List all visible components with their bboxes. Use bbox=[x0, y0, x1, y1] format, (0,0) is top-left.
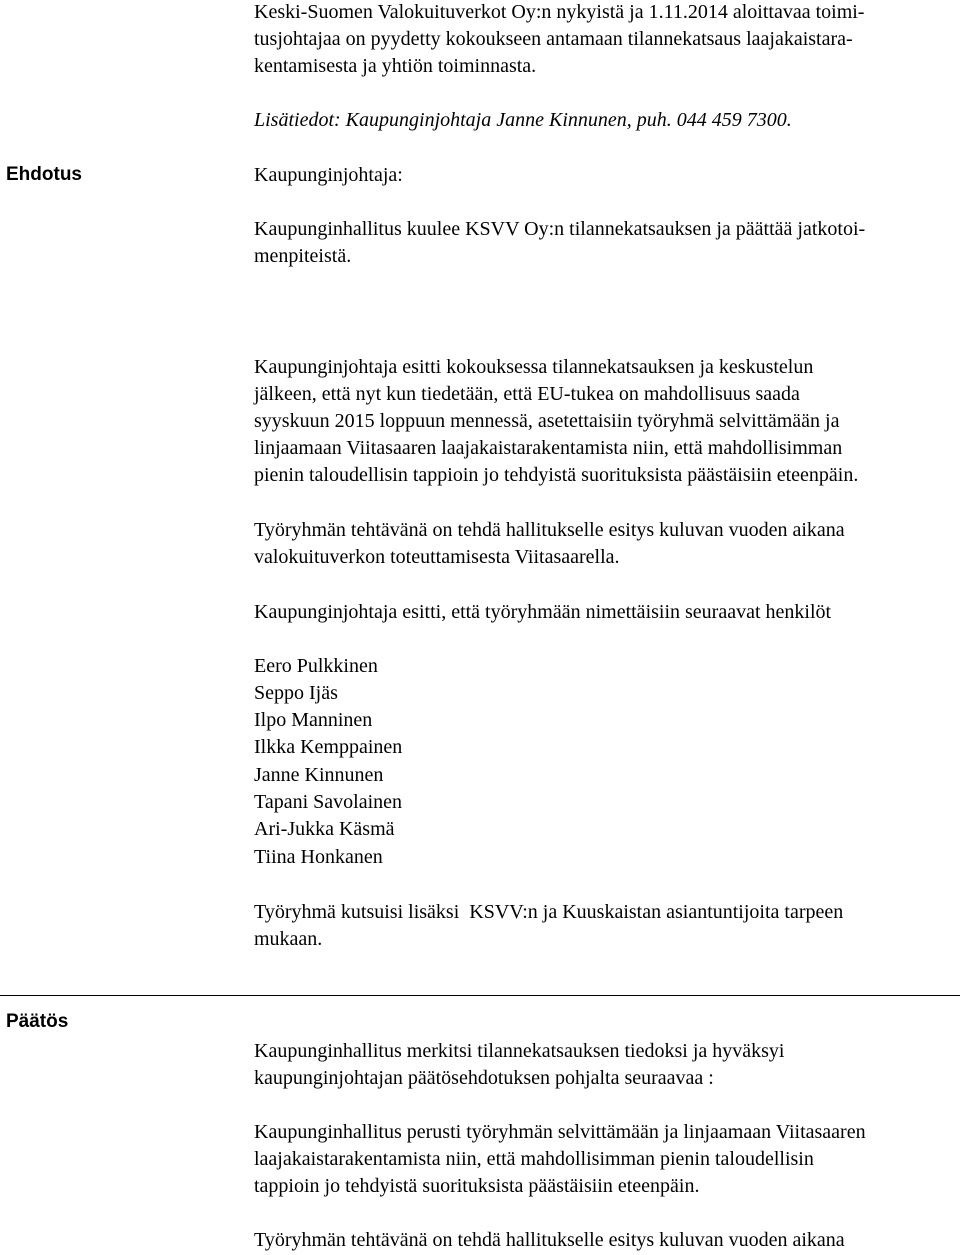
task-line: Työryhmän tehtävänä on tehdä hallitukselle esitys kuluvan vuoden aikana bbox=[254, 519, 845, 541]
decision-line: tappioin jo tehdyistä suorituksista päästäisiin eteenpäin. bbox=[254, 1175, 700, 1197]
decision-line: kaupunginjohtajan päätösehdotuksen pohjalta seuraavaa : bbox=[254, 1067, 714, 1089]
proposal-line: Kaupunginhallitus kuulee KSVV Oy:n tilannekatsauksen ja päättää jatkotoi- bbox=[254, 218, 866, 240]
experts-line: mukaan. bbox=[254, 928, 323, 950]
intro-line: Keski-Suomen Valokuituverkot Oy:n nykyistä ja 1.11.2014 aloittavaa toimi- bbox=[254, 1, 865, 23]
experts-line: Työryhmä kutsuisi lisäksi KSVV:n ja Kuuskaistan asiantuntijoita tarpeen bbox=[254, 901, 844, 923]
member-name: Ari-Jukka Käsmä bbox=[254, 818, 395, 840]
decision-line: Kaupunginhallitus perusti työryhmän selvittämään ja linjaamaan Viitasaaren bbox=[254, 1121, 866, 1143]
contact-info: Lisätiedot: Kaupunginjohtaja Janne Kinnunen, puh. 044 459 7300. bbox=[254, 109, 792, 131]
proposer-heading: Kaupunginjohtaja: bbox=[254, 164, 403, 186]
discussion-line: syyskuun 2015 loppuun mennessä, asetettaisiin työryhmä selvittämään ja bbox=[254, 410, 840, 432]
section-label-paatos: Päätös bbox=[6, 1011, 69, 1032]
members-intro: Kaupunginjohtaja esitti, että työryhmään nimettäisiin seuraavat henkilöt bbox=[254, 601, 832, 623]
task-line: valokuituverkon toteuttamisesta Viitasaarella. bbox=[254, 546, 620, 568]
intro-line: kentamisesta ja yhtiön toiminnasta. bbox=[254, 55, 537, 77]
member-name: Ilkka Kemppainen bbox=[254, 736, 403, 758]
section-label-ehdotus: Ehdotus bbox=[6, 164, 82, 185]
decision-line: Kaupunginhallitus merkitsi tilannekatsauksen tiedoksi ja hyväksyi bbox=[254, 1040, 785, 1062]
discussion-line: jälkeen, että nyt kun tiedetään, että EU-tukea on mahdollisuus saada bbox=[254, 383, 800, 405]
proposal-line: menpiteistä. bbox=[254, 245, 352, 267]
member-name: Janne Kinnunen bbox=[254, 764, 384, 786]
section-divider bbox=[0, 995, 960, 996]
member-name: Eero Pulkkinen bbox=[254, 655, 378, 677]
discussion-line: pienin taloudellisin tappioin jo tehdyistä suorituksista päästäisiin eteenpäin. bbox=[254, 464, 859, 486]
discussion-line: Kaupunginjohtaja esitti kokouksessa tilannekatsauksen ja keskustelun bbox=[254, 356, 814, 378]
decision-line: laajakaistarakentamista niin, että mahdollisimman pienin taloudellisin bbox=[254, 1148, 814, 1170]
member-name: Ilpo Manninen bbox=[254, 709, 373, 731]
member-name: Tiina Honkanen bbox=[254, 846, 383, 868]
intro-line: tusjohtajaa on pyydetty kokoukseen antamaan tilannekatsaus laajakaistara- bbox=[254, 28, 853, 50]
decision-line: Työryhmän tehtävänä on tehdä hallitukselle esitys kuluvan vuoden aikana bbox=[254, 1229, 845, 1251]
member-name: Tapani Savolainen bbox=[254, 791, 402, 813]
discussion-line: linjaamaan Viitasaaren laajakaistarakentamista niin, että mahdollisimman bbox=[254, 437, 843, 459]
member-name: Seppo Ijäs bbox=[254, 682, 338, 704]
